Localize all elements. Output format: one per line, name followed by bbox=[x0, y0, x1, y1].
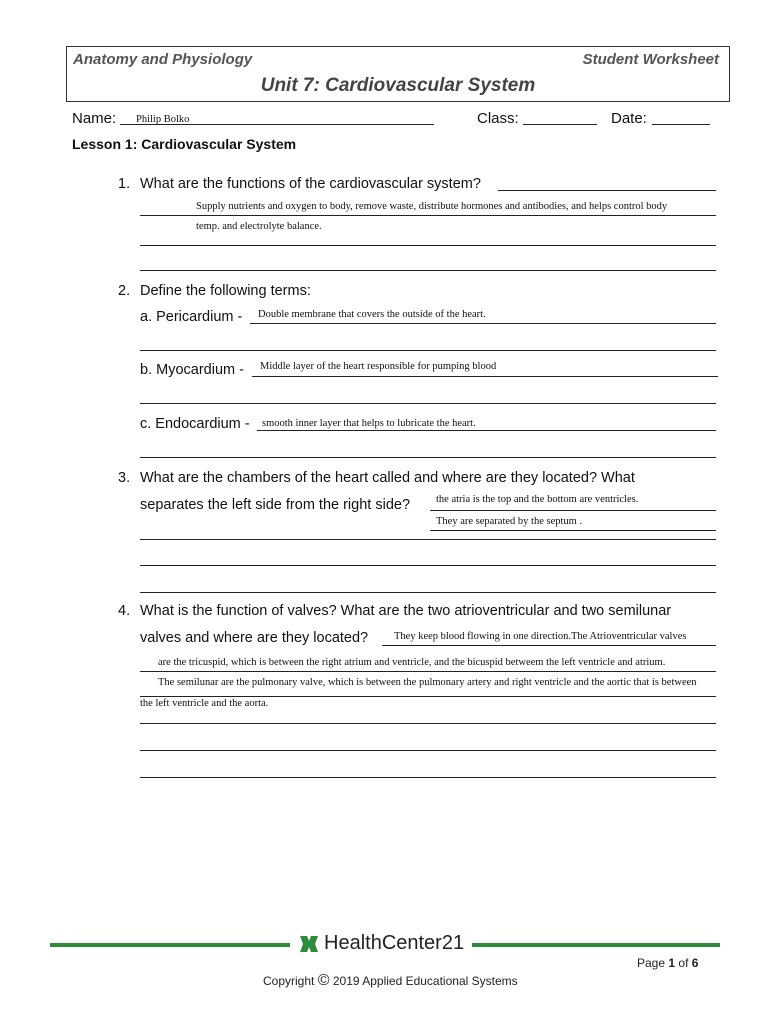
q3-answer-line[interactable] bbox=[140, 539, 716, 540]
q1-answer-1: Supply nutrients and oxygen to body, remove waste, distribute hormones and antibodies, and helps control body bbox=[196, 201, 668, 212]
class-field-line[interactable] bbox=[523, 124, 597, 125]
q1-answer-line[interactable] bbox=[140, 270, 716, 271]
endocardium-answer: smooth inner layer that helps to lubricate the heart. bbox=[262, 418, 476, 429]
logo-text: HealthCenter21 bbox=[324, 932, 465, 954]
q4-answer-1: They keep blood flowing in one direction.The Atrioventricular valves bbox=[394, 631, 687, 642]
page-total: 6 bbox=[691, 956, 699, 970]
unit-title: Unit 7: Cardiovascular System bbox=[260, 75, 536, 96]
q2-text: Define the following terms: bbox=[140, 283, 311, 299]
pericardium-label: a. Pericardium - bbox=[140, 309, 243, 325]
myocardium-label: b. Myocardium - bbox=[140, 362, 244, 378]
q1-answer-line[interactable] bbox=[498, 190, 716, 191]
q1-number: 1. bbox=[118, 176, 131, 192]
q3-answer-line[interactable] bbox=[140, 592, 716, 593]
q1-answer-line[interactable] bbox=[140, 215, 716, 216]
q4-answer-3: The semilunar are the pulmonary valve, which is between the pulmonary artery and right ventricle and the aortic that is between bbox=[158, 677, 697, 688]
q3-text-2: separates the left side from the right side? bbox=[140, 497, 411, 513]
q4-answer-line[interactable] bbox=[140, 750, 716, 751]
q4-answer-4: the left ventricle and the aorta. bbox=[140, 698, 269, 709]
q1-answer-2: temp. and electrolyte balance. bbox=[196, 221, 322, 232]
q3-text-1: What are the chambers of the heart called and where are they located? What bbox=[140, 470, 635, 486]
myocardium-answer: Middle layer of the heart responsible for pumping blood bbox=[260, 361, 497, 372]
class-label: Class: bbox=[477, 110, 519, 127]
q4-text-2: valves and where are they located? bbox=[140, 630, 369, 646]
q1-text: What are the functions of the cardiovascular system? bbox=[140, 176, 481, 192]
course-title: Anatomy and Physiology bbox=[73, 51, 253, 68]
name-label: Name: bbox=[72, 110, 117, 127]
endocardium-line-2[interactable] bbox=[140, 457, 716, 458]
q4-answer-line[interactable] bbox=[140, 723, 716, 724]
healthcenter-logo-icon bbox=[298, 933, 320, 955]
endocardium-label: c. Endocardium - bbox=[140, 416, 250, 432]
footer-rule-right bbox=[472, 943, 720, 947]
q4-answer-line[interactable] bbox=[140, 696, 716, 697]
q3-answer-2: They are separated by the septum . bbox=[436, 516, 583, 527]
copyright-symbol: © bbox=[317, 972, 330, 989]
pericardium-line-2[interactable] bbox=[140, 350, 716, 351]
q3-answer-line[interactable] bbox=[140, 565, 716, 566]
copyright bbox=[263, 972, 518, 990]
q4-answer-2: are the tricuspid, which is between the right atrium and ventricle, and the bicuspid betweem the left ventricle and atrium. bbox=[158, 657, 666, 668]
page-of: of bbox=[678, 956, 689, 970]
page-indicator bbox=[637, 956, 698, 970]
q1-answer-line[interactable] bbox=[140, 245, 716, 246]
lesson-title: Lesson 1: Cardiovascular System bbox=[72, 136, 297, 152]
pericardium-answer: Double membrane that covers the outside of the heart. bbox=[258, 309, 486, 320]
footer-rule-left bbox=[50, 943, 290, 947]
page-current: 1 bbox=[668, 956, 676, 970]
copyright-prefix: Copyright bbox=[263, 974, 315, 988]
q3-number: 3. bbox=[118, 470, 131, 486]
page-prefix: Page bbox=[637, 956, 666, 970]
q4-answer-line[interactable] bbox=[140, 671, 716, 672]
q4-answer-line[interactable] bbox=[140, 777, 716, 778]
doc-type: Student Worksheet bbox=[582, 51, 719, 68]
worksheet-header bbox=[66, 46, 730, 102]
copyright-text: 2019 Applied Educational Systems bbox=[332, 974, 518, 988]
footer-logo bbox=[298, 932, 464, 955]
myocardium-line-2[interactable] bbox=[140, 403, 716, 404]
pericardium-line[interactable] bbox=[250, 323, 716, 324]
myocardium-line[interactable] bbox=[252, 376, 718, 377]
endocardium-line[interactable] bbox=[257, 430, 716, 431]
date-field-line[interactable] bbox=[652, 124, 710, 125]
q4-text-1: What is the function of valves? What are the two atrioventricular and two semilunar bbox=[140, 603, 672, 619]
q3-answer-line[interactable] bbox=[430, 510, 716, 511]
date-label: Date: bbox=[611, 110, 647, 127]
q2-number: 2. bbox=[118, 283, 131, 299]
q4-number: 4. bbox=[118, 603, 131, 619]
q3-answer-line[interactable] bbox=[430, 530, 716, 531]
q3-answer-1: the atria is the top and the bottom are ventricles. bbox=[436, 494, 639, 505]
name-value: Philip Bolko bbox=[136, 114, 190, 125]
q4-answer-line[interactable] bbox=[382, 645, 716, 646]
